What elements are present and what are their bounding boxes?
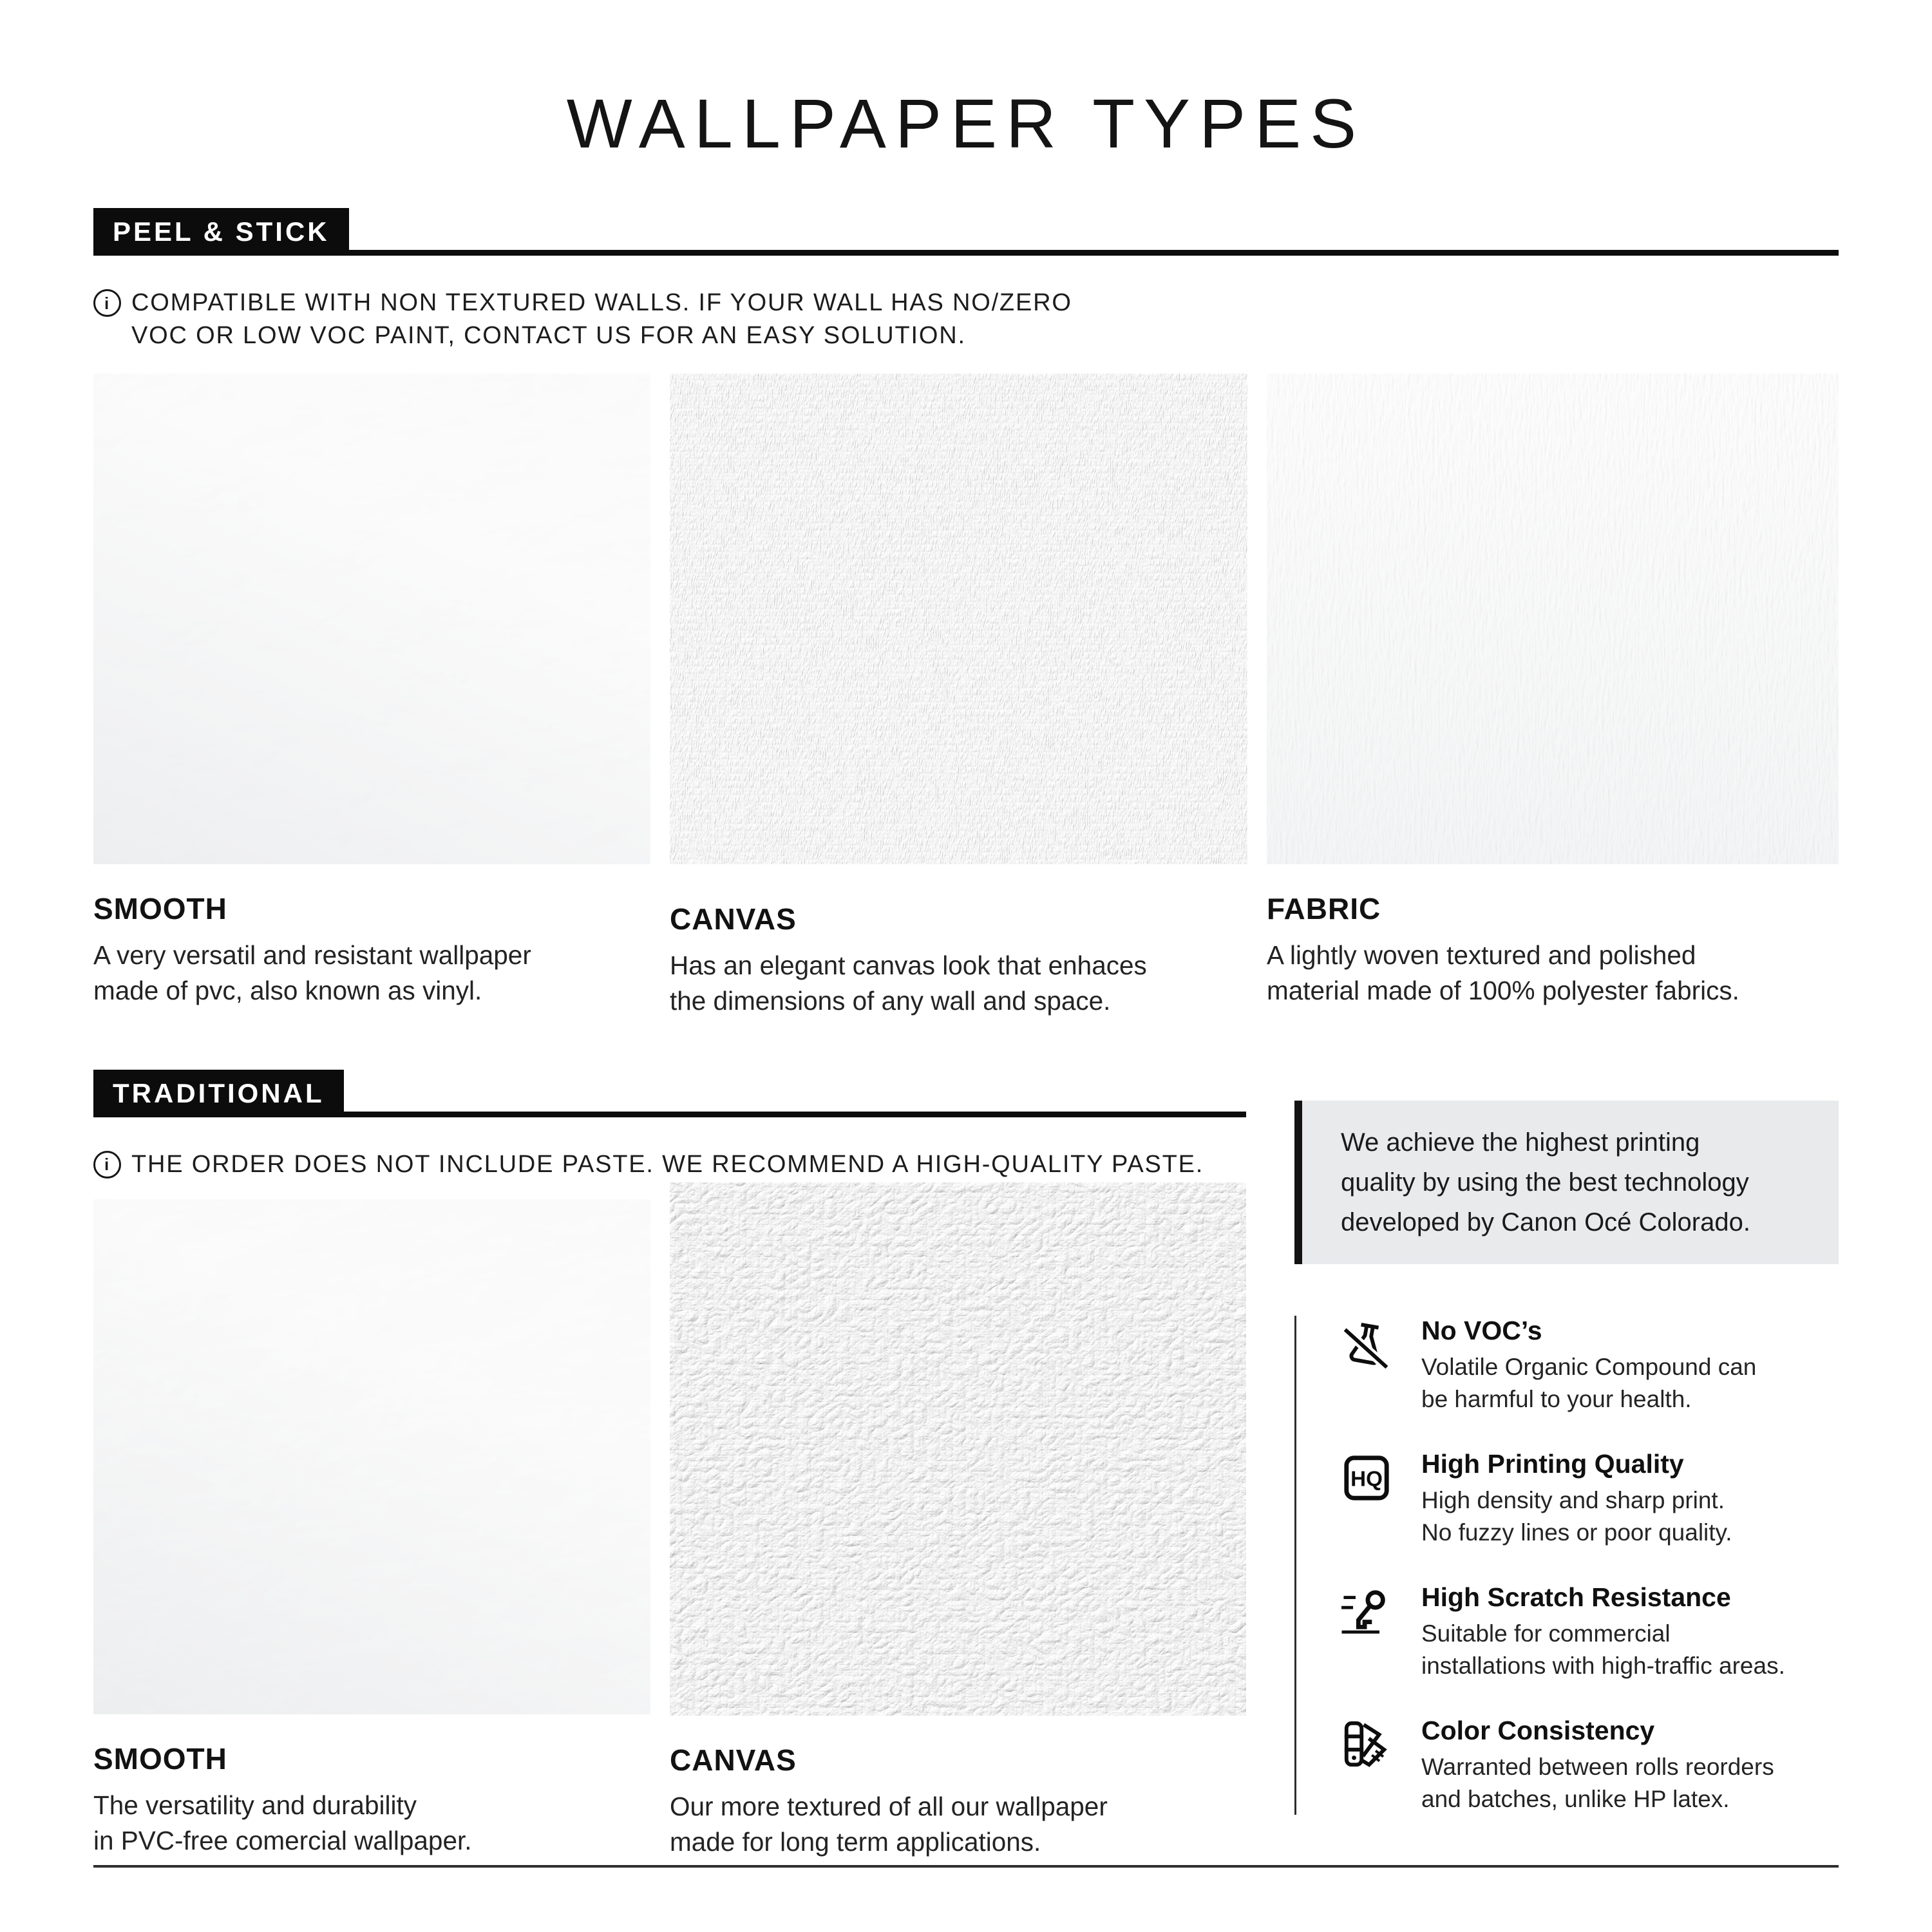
desc-line: No fuzzy lines or poor quality. <box>1421 1519 1732 1546</box>
feature-text <box>1421 1716 1774 1815</box>
desc-line: The versatility and durability <box>93 1790 417 1821</box>
traditional-info <box>93 1148 1246 1181</box>
type-name: SMOOTH <box>93 891 227 925</box>
peel-stick-badge: PEEL & STICK <box>93 208 349 254</box>
desc-line: in PVC-free comercial wallpaper. <box>93 1826 472 1856</box>
desc-line: Warranted between rolls reorders <box>1421 1753 1774 1780</box>
feature-list <box>1294 1316 1839 1815</box>
desc-line: A lightly woven textured and polished <box>1267 940 1696 970</box>
desc-line: installations with high-traffic areas. <box>1421 1652 1785 1679</box>
desc-line: material made of 100% polyester fabrics. <box>1267 975 1739 1005</box>
hq-badge-icon <box>1341 1453 1392 1503</box>
fabric-texture-swatch <box>1267 374 1839 864</box>
desc-line: High density and sharp print. <box>1421 1486 1725 1513</box>
desc-line: be harmful to your health. <box>1421 1385 1692 1412</box>
type-card-fabric <box>1267 374 1839 1019</box>
type-name: FABRIC <box>1267 891 1381 925</box>
traditional-and-features <box>93 1065 1839 1860</box>
section-traditional <box>93 1065 1246 1860</box>
info-icon <box>93 289 121 317</box>
hq-icon-label: HQ <box>1350 1467 1383 1492</box>
desc-line: Has an elegant canvas look that enhaces <box>670 950 1147 980</box>
feature-title: No VOC’s <box>1421 1315 1542 1345</box>
content <box>0 204 1932 1868</box>
traditional-badge: TRADITIONAL <box>93 1070 344 1116</box>
desc-line: Volatile Organic Compound can <box>1421 1353 1757 1380</box>
feature-description <box>1421 1484 1732 1549</box>
desc-line: and batches, unlike HP latex. <box>1421 1785 1730 1812</box>
printing-quality-callout <box>1294 1101 1839 1264</box>
info-icon-glyph: i <box>104 1155 111 1175</box>
quality-sidebar <box>1294 1101 1839 1815</box>
fabric-texture-image <box>1267 374 1839 864</box>
smooth-texture-image <box>93 1199 650 1714</box>
type-card-smooth-traditional <box>93 1199 650 1860</box>
feature-text <box>1421 1449 1732 1549</box>
type-description <box>670 1789 1246 1860</box>
peel-stick-info-text <box>131 287 1072 353</box>
feature-description <box>1421 1618 1785 1682</box>
smooth-texture-image <box>93 374 650 864</box>
smooth-texture-swatch <box>93 1199 650 1714</box>
type-card-canvas-traditional <box>670 1199 1246 1860</box>
desc-line: the dimensions of any wall and space. <box>670 985 1111 1016</box>
type-name: CANVAS <box>670 1743 797 1777</box>
info-line: VOC OR LOW VOC PAINT, CONTACT US FOR AN EASY SOLUTION. <box>131 322 966 350</box>
feature-description <box>1421 1751 1774 1815</box>
key-scratch-icon <box>1341 1586 1392 1636</box>
type-description <box>93 1788 650 1859</box>
desc-line: Our more textured of all our wallpaper <box>670 1792 1108 1822</box>
feature-title: Color Consistency <box>1421 1715 1655 1745</box>
section-peel-stick <box>93 204 1839 1019</box>
peel-stick-info <box>93 287 1839 353</box>
info-line: THE ORDER DOES NOT INCLUDE PASTE. WE RECOMMEND A HIGH-QUALITY PASTE. <box>131 1150 1204 1178</box>
traditional-info-text <box>131 1148 1204 1181</box>
feature-high-printing-quality <box>1341 1449 1839 1549</box>
traditional-header-rule <box>93 1065 1246 1117</box>
type-name: CANVAS <box>670 902 797 936</box>
desc-line: Suitable for commercial <box>1421 1620 1671 1647</box>
type-description <box>670 948 1247 1019</box>
desc-line: made of pvc, also known as vinyl. <box>93 975 482 1005</box>
feature-text <box>1421 1316 1756 1416</box>
feature-description <box>1421 1351 1756 1416</box>
feature-no-voc <box>1341 1316 1839 1416</box>
feature-text <box>1421 1582 1785 1682</box>
feature-color-consistency <box>1341 1716 1839 1815</box>
canvas-texture-swatch <box>670 1182 1246 1716</box>
type-card-canvas <box>670 374 1247 1019</box>
callout-line: developed by Canon Océ Colorado. <box>1341 1208 1750 1236</box>
feature-title: High Printing Quality <box>1421 1448 1684 1479</box>
type-description <box>93 938 650 1009</box>
canvas-texture-image <box>670 374 1247 864</box>
callout-line: quality by using the best technology <box>1341 1168 1749 1197</box>
callout-line: We achieve the highest printing <box>1341 1128 1700 1157</box>
bottom-divider <box>93 1865 1839 1868</box>
no-voc-flask-icon <box>1341 1320 1392 1370</box>
feature-high-scratch-resistance <box>1341 1582 1839 1682</box>
info-line: COMPATIBLE WITH NON TEXTURED WALLS. IF YOUR WALL HAS NO/ZERO <box>131 289 1072 317</box>
type-description <box>1267 938 1839 1009</box>
desc-line: made for long term applications. <box>670 1827 1041 1857</box>
page-title: WALLPAPER TYPES <box>566 84 1366 162</box>
canvas-texture-swatch <box>670 374 1247 864</box>
info-icon-glyph: i <box>104 293 111 313</box>
canvas-texture-image <box>670 1182 1246 1716</box>
desc-line: A very versatil and resistant wallpaper <box>93 940 531 970</box>
traditional-swatch-grid <box>93 1199 1246 1860</box>
smooth-texture-swatch <box>93 374 650 864</box>
peel-stick-swatch-grid <box>93 374 1839 1019</box>
info-icon <box>93 1151 121 1179</box>
peel-stick-header-rule <box>93 204 1839 256</box>
type-name: SMOOTH <box>93 1742 227 1776</box>
type-card-smooth <box>93 374 650 1019</box>
color-swatches-icon <box>1341 1719 1392 1770</box>
feature-title: High Scratch Resistance <box>1421 1582 1731 1612</box>
